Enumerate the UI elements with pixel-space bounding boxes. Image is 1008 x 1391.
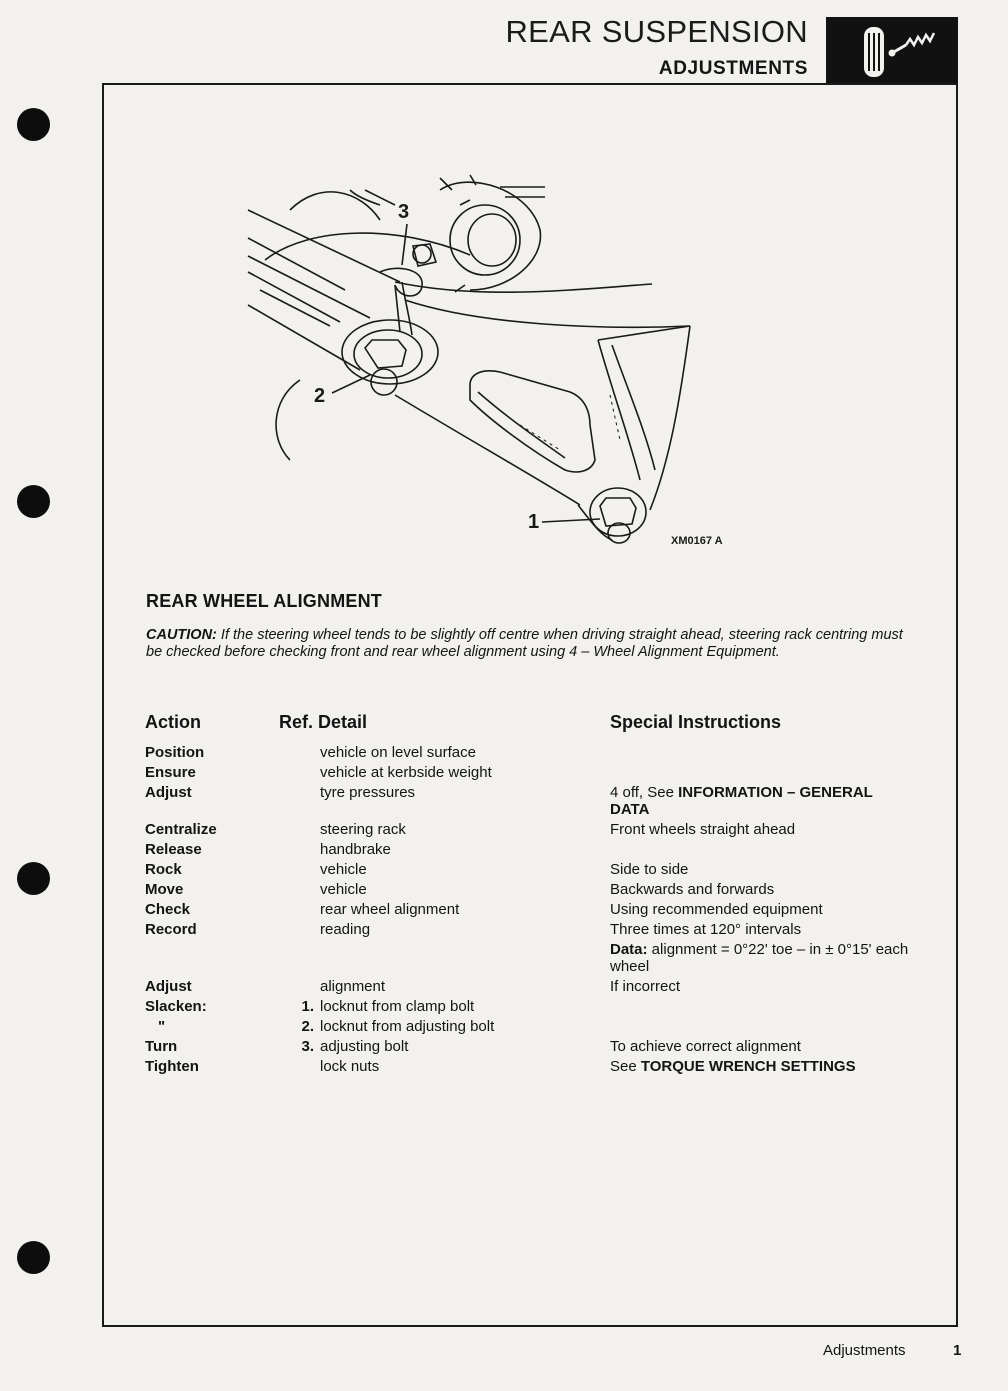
row-special: If incorrect xyxy=(610,978,681,995)
table-row xyxy=(0,1058,1008,1078)
table-row xyxy=(0,1038,1008,1058)
row-detail: steering rack xyxy=(320,821,406,838)
binder-hole xyxy=(17,1241,50,1274)
row-detail: lock nuts xyxy=(320,1058,380,1075)
row-ref: 1. xyxy=(301,998,314,1015)
table-row xyxy=(0,921,1008,941)
table-row xyxy=(0,764,1008,784)
row-detail: vehicle on level surface xyxy=(320,744,476,761)
row-special: To achieve correct alignment xyxy=(610,1038,801,1055)
table-row xyxy=(0,998,1008,1018)
row-action: Record xyxy=(145,921,197,938)
torque-settings-reference: TORQUE WRENCH SETTINGS xyxy=(640,1058,856,1075)
row-action: Centralize xyxy=(145,821,217,838)
row-detail: rear wheel alignment xyxy=(320,901,460,918)
row-special xyxy=(610,1058,910,1075)
row-detail: vehicle xyxy=(320,861,367,878)
section-badge xyxy=(826,17,958,83)
caution-text: If the steering wheel tends to be slightly off centre when driving straight ahead, steering rack centring must be checked before checking front and rear wheel alignment using 4 – Wheel Alignment Equipment. xyxy=(146,627,903,660)
row-action: Ensure xyxy=(145,764,196,781)
row-detail: tyre pressures xyxy=(320,784,416,801)
callout-3: 3 xyxy=(398,201,410,223)
row-detail: vehicle at kerbside weight xyxy=(320,764,492,781)
column-header-ref-detail: Ref. Detail xyxy=(279,712,368,732)
row-detail: adjusting bolt xyxy=(320,1038,409,1055)
row-special: Using recommended equipment xyxy=(610,901,823,918)
row-action: Release xyxy=(145,841,202,858)
row-special-text: See xyxy=(610,1058,641,1075)
table-row xyxy=(0,821,1008,841)
row-action: Tighten xyxy=(145,1058,199,1075)
row-action: " xyxy=(158,1018,166,1035)
rear-suspension-icon xyxy=(826,17,958,83)
row-ref: 3. xyxy=(301,1038,314,1055)
row-detail: vehicle xyxy=(320,881,367,898)
table-row xyxy=(0,784,1008,818)
footer-label: Adjustments xyxy=(823,1342,906,1359)
row-detail: handbrake xyxy=(320,841,391,858)
row-action: Rock xyxy=(145,861,182,878)
page-number: 1 xyxy=(953,1342,962,1359)
row-special: Side to side xyxy=(610,861,689,878)
page-subtitle: ADJUSTMENTS xyxy=(658,58,808,79)
column-header-action: Action xyxy=(145,712,201,732)
row-action: Position xyxy=(145,744,205,761)
row-ref: 2. xyxy=(301,1018,314,1035)
row-special-text: 4 off, See xyxy=(610,784,679,801)
binder-hole xyxy=(17,485,50,518)
general-data-reference: INFORMATION – GENERAL DATA xyxy=(610,784,873,818)
row-action: Check xyxy=(145,901,191,918)
row-special: Backwards and forwards xyxy=(610,881,775,898)
table-row xyxy=(0,744,1008,764)
column-header-special: Special Instructions xyxy=(610,712,782,732)
table-row xyxy=(0,941,1008,975)
binder-hole xyxy=(17,108,50,141)
table-row xyxy=(0,978,1008,998)
table-row xyxy=(0,881,1008,901)
table-row xyxy=(0,861,1008,881)
row-action: Adjust xyxy=(145,784,192,801)
callout-1: 1 xyxy=(528,511,540,533)
table-row xyxy=(0,1018,1008,1038)
row-detail: reading xyxy=(320,921,371,938)
row-special: Three times at 120° intervals xyxy=(610,921,802,938)
row-detail: alignment xyxy=(320,978,386,995)
row-special: Front wheels straight ahead xyxy=(610,821,796,838)
section-heading: REAR WHEEL ALIGNMENT xyxy=(146,591,382,611)
row-action: Slacken: xyxy=(145,998,207,1015)
page-title: REAR SUSPENSION xyxy=(505,14,808,49)
data-label: Data: xyxy=(610,941,648,958)
row-action: Adjust xyxy=(145,978,192,995)
callout-2: 2 xyxy=(314,385,326,407)
row-action: Move xyxy=(145,881,184,898)
row-special xyxy=(610,941,910,975)
caution-note xyxy=(146,627,906,661)
row-detail: locknut from clamp bolt xyxy=(320,998,475,1015)
row-detail: locknut from adjusting bolt xyxy=(320,1018,495,1035)
table-row xyxy=(0,841,1008,861)
row-special xyxy=(610,784,910,818)
figure-code: XM0167 A xyxy=(671,535,723,547)
row-action: Turn xyxy=(145,1038,178,1055)
alignment-data: alignment = 0°22' toe – in ± 0°15' each wheel xyxy=(610,941,909,975)
caution-label: CAUTION: xyxy=(146,627,217,643)
suspension-illustration xyxy=(238,170,738,560)
table-row xyxy=(0,901,1008,921)
